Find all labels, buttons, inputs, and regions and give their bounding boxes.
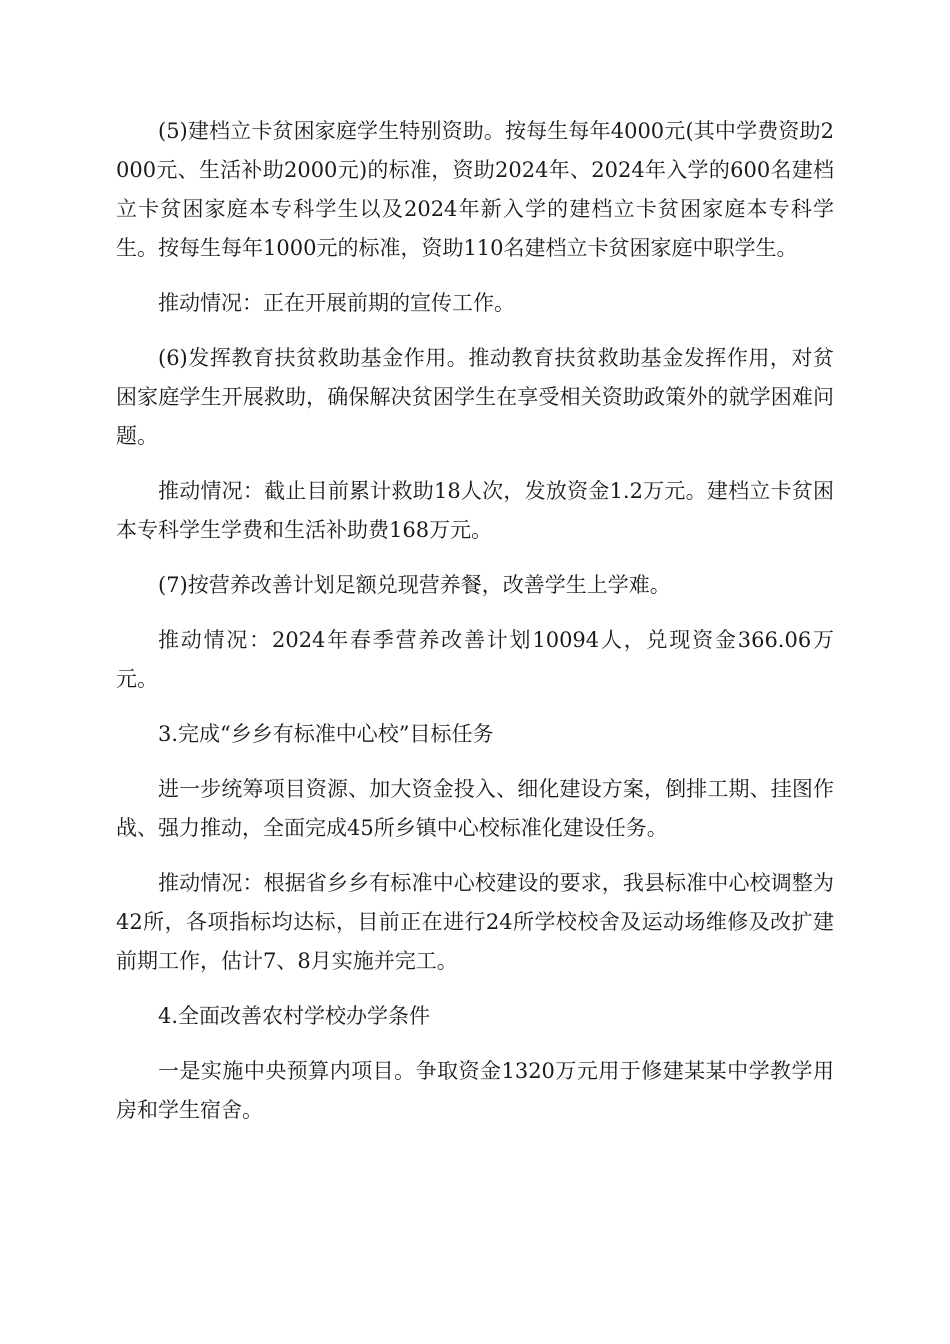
document-body: [116, 112, 834, 1146]
paragraph-progress-central-schools: 推动情况：根据省乡乡有标准中心校建设的要求，我县标准中心校调整为42所，各项指标均达标，目前正在进行24所学校校舍及运动场维修及改扩建前期工作，估计7、8月实施并完工。: [116, 871, 834, 973]
section-heading-central-schools: 3.完成“乡乡有标准中心校”目标任务: [158, 722, 494, 746]
section-heading-rural-schools: 4.全面改善农村学校办学条件: [158, 1004, 431, 1028]
paragraph-central-schools-plan: 进一步统筹项目资源、加大资金投入、细化建设方案，倒排工期、挂图作战、强力推动，全面完成45所乡镇中心校标准化建设任务。: [116, 777, 834, 840]
paragraph-nutrition-plan: (7)按营养改善计划足额兑现营养餐，改善学生上学难。: [158, 573, 671, 597]
paragraph-relief-fund: (6)发挥教育扶贫救助基金作用。推动教育扶贫救助基金发挥作用，对贫困家庭学生开展救助，确保解决贫困学生在享受相关资助政策外的就学困难问题。: [116, 346, 834, 448]
paragraph-progress-nutrition: 推动情况：2024年春季营养改善计划10094人，兑现资金366.06万元。: [116, 628, 834, 691]
paragraph-progress-publicity: 推动情况：正在开展前期的宣传工作。: [158, 291, 515, 315]
paragraph-central-budget-project: 一是实施中央预算内项目。争取资金1320万元用于修建某某中学教学用房和学生宿舍。: [116, 1059, 834, 1122]
paragraph-special-aid: (5)建档立卡贫困家庭学生特别资助。按每生每年4000元(其中学费资助2000元、生活补助2000元)的标准，资助2024年、2024年入学的600名建档立卡贫困家庭本专科学生以及2024年新入学的建档立卡贫困家庭本专科学生。按每生每年1000元的标准，资助110名建档立卡贫困家庭中职学生。: [116, 119, 834, 260]
paragraph-progress-relief: 推动情况：截止目前累计救助18人次，发放资金1.2万元。建档立卡贫困本专科学生学费和生活补助费168万元。: [116, 479, 834, 542]
